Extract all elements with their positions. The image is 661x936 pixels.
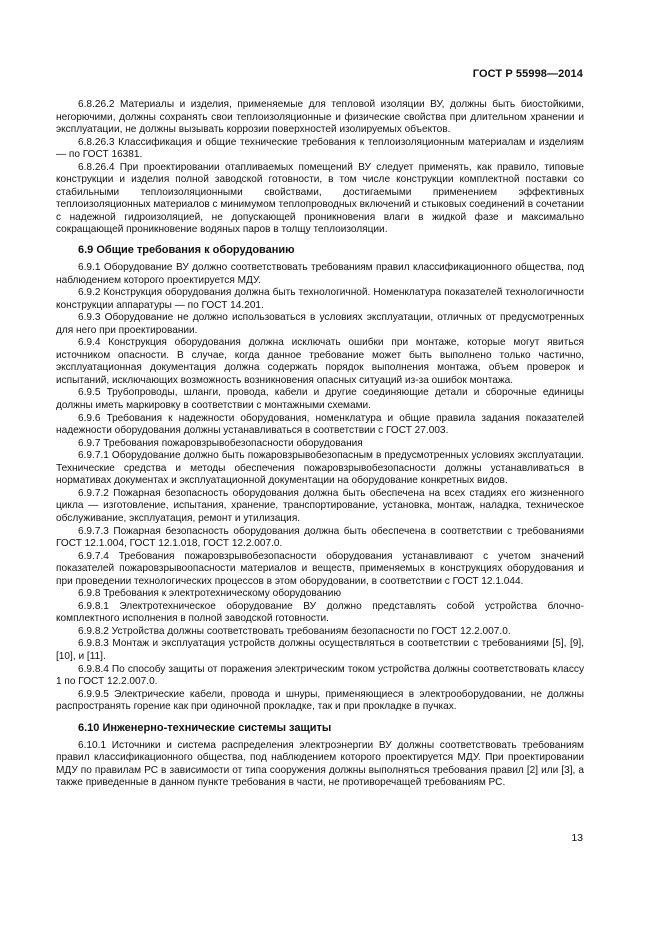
paragraph: 6.9.7 Требования пожаровзрывобезопасности оборудования [78,437,363,449]
paragraph: 6.8.26.3 Классификация и общие технические требования к теплоизоляционным материалам и изделиям — по ГОСТ 16381. [56,136,584,161]
paragraph: 6.10.1 Источники и система распределения электроэнергии ВУ должны соответствовать требованиям правил классификационного общества, под наблюдением которого проектируется МДУ. При проектировании МДУ по правилам РС в зависимости от типа сооружения должны выполняться требования правил [2] или [3], а также приведенные в данном пункте требования в части, не противоречащей требованиям РС. [56,739,584,789]
paragraph: 6.9.3 Оборудование не должно использоваться в условиях эксплуатации, отличных от предусмотренных для него при проектировании. [56,312,584,336]
paragraph: 6.9.8.2 Устройства должны соответствовать требованиям безопасности по ГОСТ 12.2.007.0. [78,625,511,637]
paragraph: 6.9.8.3 Монтаж и эксплуатация устройств должны осуществляться в соответствии с требованиями [5], [9], [10], и [11]. [56,638,584,662]
paragraph: 6.9.7.2 Пожарная безопасность оборудования должна быть обеспечена на всех стадиях его жизненного цикла — изготовление, испытания, хранение, транспортирование, установка, монтаж, наладка, техническое обслуживание, эксплуатация, ремонт и утилизация. [56,487,584,524]
section-heading-6-9: 6.9 Общие требования к оборудованию [78,244,295,257]
standard-header: ГОСТ Р 55998—2014 [472,68,583,80]
paragraph: 6.8.26.2 Материалы и изделия, применяемые для тепловой изоляции ВУ, должны быть биостойкими, негорючими, должны сохранять свои теплоизоляционные и физические свойства при длительном хранении и эксплуатации, не должны вызывать коррозии поверхностей изолируемых объектов. [56,99,584,136]
paragraph: 6.9.8.4 По способу защиты от поражения электрическим током устройства должны соответствовать классу 1 по ГОСТ 12.2.007.0. [56,663,584,688]
paragraph: 6.9.4 Конструкция оборудования должна исключать ошибки при монтаже, которые могут явиться источником опасности. В случае, когда данное требование может быть выполнено только частично, эксплуатационная документация должна содержать порядок выполнения монтажа, объем проверок и испытаний, исключающих возможность возникновения опасных ситуаций из-за ошибок монтажа. [56,337,584,386]
paragraph: 6.8.26.4 При проектировании отапливаемых помещений ВУ следует применять, как правило, типовые конструкции и изделия полной заводской готовности, в том числе конструкции комплектной поставки со стабильными теплоизоляционными свойствами, достигаемыми применением эффективных теплоизоляционных материалов с минимумом теплопроводных включений и стыковых соединений в сочетании с надежной гидроизоляцией, не допускающей проникновения влаги в жидкой фазе и максимально сокращающей проникновение водяных паров в толщу теплоизоляции. [56,161,584,236]
paragraph: 6.9.7.4 Требования пожаровзрывобезопасности оборудования устанавливают с учетом значений показателей пожаровзрывоопасности материалов и веществ, применяемых в конструкциях оборудования и при проведении технологических процессов в этом оборудовании, в соответствии с ГОСТ 12.1.044. [56,550,584,587]
paragraph: 6.9.5 Трубопроводы, шланги, провода, кабели и другие соединяющие детали и сборочные единицы должны иметь маркировку в соответствии с монтажными схемами. [56,387,584,412]
paragraph: 6.9.8.1 Электротехническое оборудование ВУ должно представлять собой устройства блочно-комплектного исполнения в полной заводской готовности. [56,600,584,625]
page-content [56,99,584,790]
page-number: 13 [571,832,583,844]
paragraph: 6.9.7.1 Оборудование должно быть пожаровзрывобезопасным в предусмотренных условиях эксплуатации. Технические средства и методы обеспечения пожаровзрывобезопасности должны устанавливаться в нормативах документах и эксплуатационной документации на оборудование конкретных видов. [56,450,584,487]
paragraph: 6.9.1 Оборудование ВУ должно соответствовать требованиям правил классификационного общества, под наблюдением которого проектируется МДУ. [56,262,584,286]
paragraph: 6.9.2 Конструкция оборудования должна быть технологичной. Номенклатура показателей технологичности конструкции аппаратуры — по ГОСТ 14.201. [56,287,584,311]
paragraph: 6.9.6 Требования к надежности оборудования, номенклатура и общие правила задания показателей надежности оборудования должны устанавливаться в соответствии с ГОСТ 27.003. [56,412,584,437]
paragraph: 6.9.9.5 Электрические кабели, провода и шнуры, применяющиеся в электрооборудовании, не должны распространять горение как при одиночной прокладке, так и при прокладке в пучках. [56,688,584,713]
section-heading-6-10: 6.10 Инженерно-технические системы защиты [78,721,332,734]
paragraph: 6.9.8 Требования к электротехническому оборудованию [78,588,342,600]
paragraph: 6.9.7.3 Пожарная безопасность оборудования должна быть обеспечена в соответствии с требованиями ГОСТ 12.1.004, ГОСТ 12.1.018, ГОСТ 12.2.007.0. [56,525,584,550]
